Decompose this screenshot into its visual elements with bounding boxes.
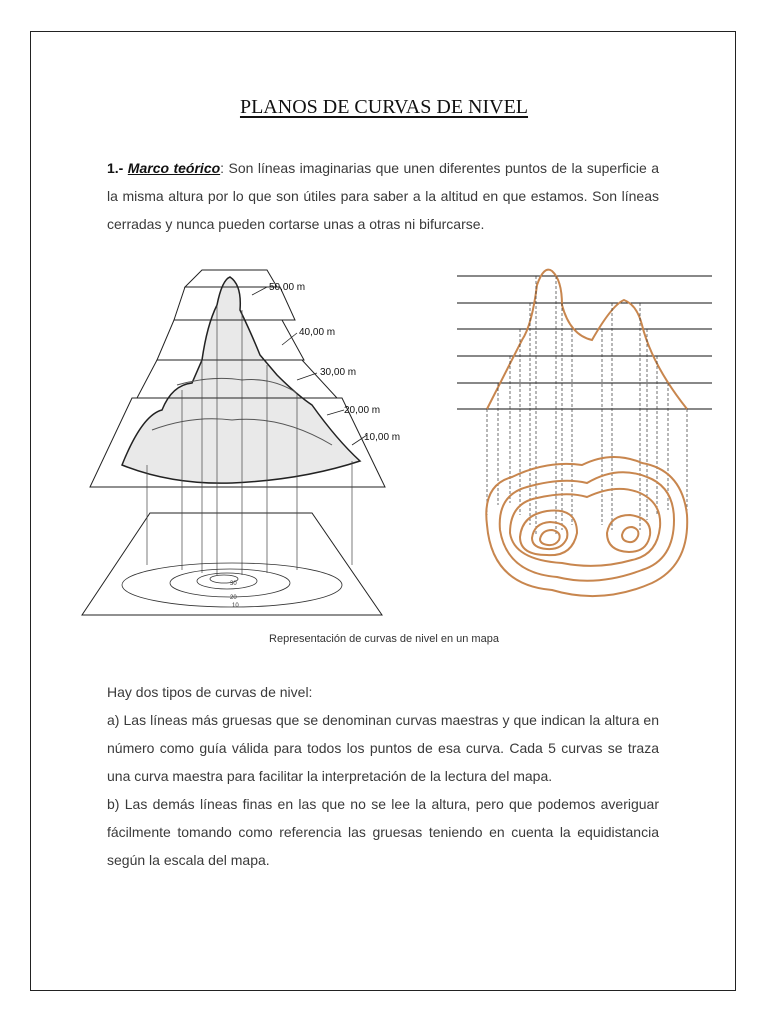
intro-text: : Son líneas imaginarias que unen diferentes puntos de la superficie a la misma altura por lo que son útiles para saber a la altitud en que estamos. Son líneas cerradas y nunca pueden cortarse unas a otras ni bifurcarse. xyxy=(107,160,659,232)
level-label-30: 30,00 m xyxy=(320,367,357,378)
label-leader xyxy=(252,287,267,295)
contour-line xyxy=(622,527,638,542)
type-b-paragraph: b) Las demás líneas finas en las que no se lee la altura, pero que podemos averiguar fácilmente tomando como referencia las gruesas teniendo en cuenta la equidistancia según la escala del mapa. xyxy=(107,796,659,868)
contour-line xyxy=(510,489,660,566)
level-label-20: 20,00 m xyxy=(344,405,381,416)
base-label: 10 xyxy=(232,603,239,609)
section-number: 1.- xyxy=(107,160,124,176)
contour-line xyxy=(607,515,650,552)
intro-paragraph xyxy=(107,154,659,238)
level-label-40: 40,00 m xyxy=(299,327,336,338)
figure-caption: Representación de curvas de nivel en un mapa xyxy=(269,633,499,645)
page-title: PLANOS DE CURVAS DE NIVEL xyxy=(239,96,529,118)
contour-line xyxy=(540,530,560,545)
mountain-planes-figure xyxy=(82,265,401,630)
base-label: 20 xyxy=(230,595,237,601)
types-section xyxy=(107,678,659,874)
section-label: Marco teórico xyxy=(127,160,221,176)
types-intro: Hay dos tipos de curvas de nivel: xyxy=(107,684,313,700)
profile-contour-figure xyxy=(452,265,714,615)
type-a-paragraph: a) Las líneas más gruesas que se denominan curvas maestras y que indican la altura en número como guía válida para todos los puntos de esa curva. Cada 5 curvas se traza una curva maestra para facilitar la interpretación de la lectura del mapa. xyxy=(107,712,659,784)
level-label-50: 50,00 m xyxy=(269,282,306,293)
base-label: 30 xyxy=(230,581,237,587)
contour-line xyxy=(500,472,674,581)
label-leader xyxy=(297,373,317,380)
level-label-10: 10,00 m xyxy=(364,432,401,443)
